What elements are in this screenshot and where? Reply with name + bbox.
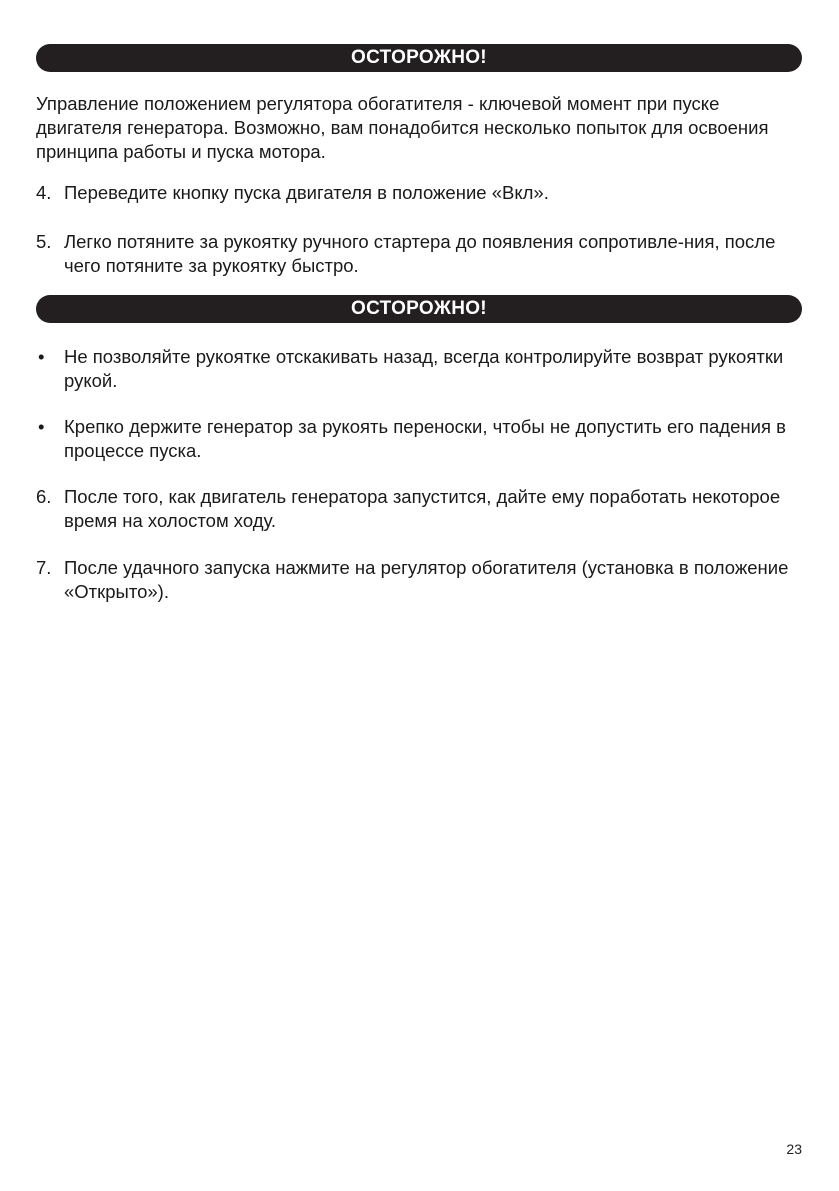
step-text: Легко потяните за рукоятку ручного стартера до появления сопротивле-ния, после чего потяните за рукоятку быстро. xyxy=(64,231,776,276)
step-item xyxy=(36,485,806,533)
step-number: 5. xyxy=(36,231,52,252)
caution-banner: ОСТОРОЖНО! xyxy=(36,295,802,323)
intro-paragraph: Управление положением регулятора обогатителя - ключевой момент при пуске двигателя генератора. Возможно, вам понадобится несколько попыток для освоения принципа работы и пуска мотора. xyxy=(36,93,769,162)
bullet-icon: • xyxy=(38,416,45,437)
warning-item xyxy=(36,415,806,463)
warning-item xyxy=(36,345,806,393)
caution-banner: ОСТОРОЖНО! xyxy=(36,44,802,72)
step-text: После удачного запуска нажмите на регулятор обогатителя (установка в положение «Открыто»). xyxy=(64,557,789,602)
step-text: После того, как двигатель генератора запустится, дайте ему поработать некоторое время на холостом ходу. xyxy=(64,486,781,531)
page-number: 23 xyxy=(786,1141,802,1157)
step-number: 4. xyxy=(36,182,52,203)
step-number: 7. xyxy=(36,557,52,578)
step-text: Переведите кнопку пуска двигателя в положение «Вкл». xyxy=(64,182,549,203)
step-number: 6. xyxy=(36,486,52,507)
step-item xyxy=(36,181,806,205)
warning-text: Крепко держите генератор за рукоять переноски, чтобы не допустить его падения в процессе пуска. xyxy=(64,416,786,461)
bullet-icon: • xyxy=(38,346,45,367)
warning-text: Не позволяйте рукоятке отскакивать назад, всегда контролируйте возврат рукоятки рукой. xyxy=(64,346,784,391)
step-item xyxy=(36,556,806,604)
step-item xyxy=(36,230,806,278)
